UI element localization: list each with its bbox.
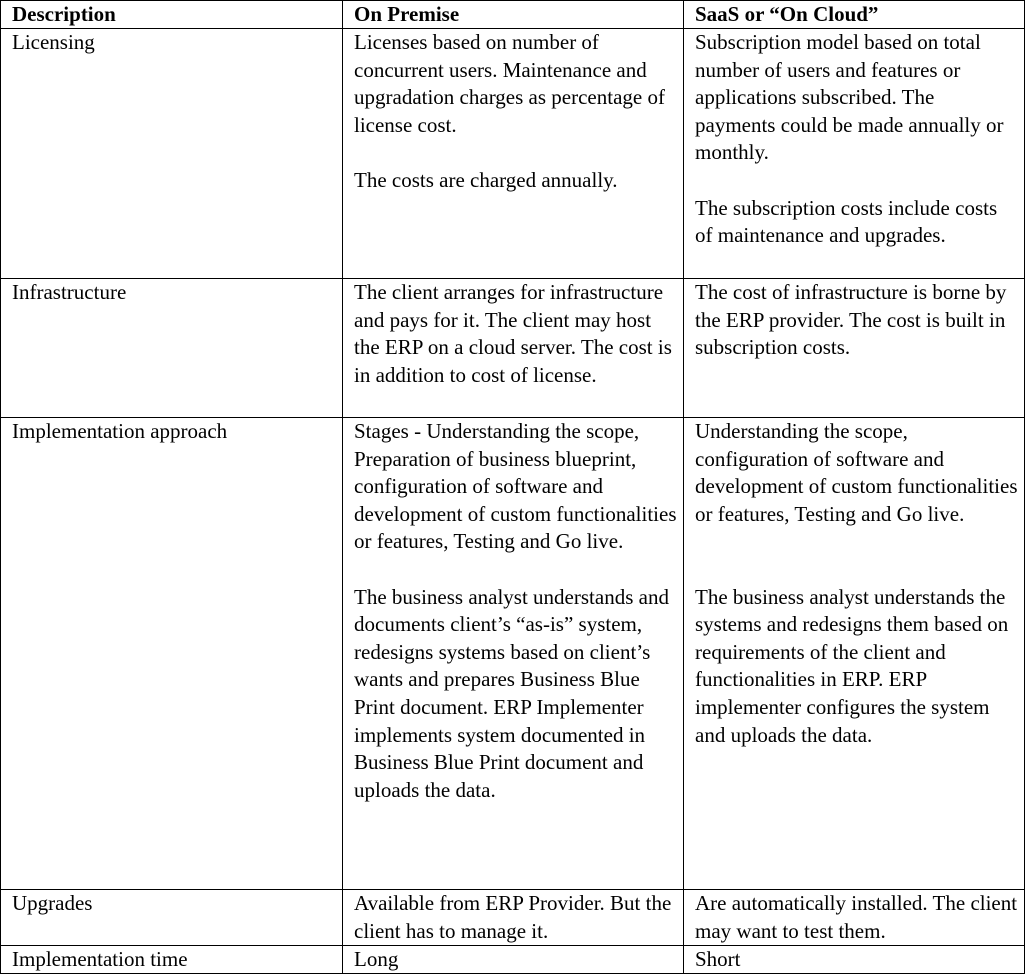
header-description: Description bbox=[1, 1, 343, 29]
cell-description-upgrades: Upgrades bbox=[1, 890, 343, 946]
cell-description-implementation-time: Implementation time bbox=[1, 946, 343, 974]
saas-implementation-text-2: The business analyst understands the systems and redesigns them based on requirements of the client and functionalities in ERP. ERP implementer configures the system and uploads the data. bbox=[695, 584, 1009, 747]
on-premise-licensing-text-2: The costs are charged annually. bbox=[354, 167, 618, 192]
cell-saas-implementation-approach bbox=[684, 418, 1025, 890]
cell-on-premise-upgrades bbox=[343, 890, 684, 946]
paragraph-gap bbox=[354, 556, 677, 584]
paragraph-gap bbox=[695, 556, 1018, 584]
on-premise-implementation-text-1: Stages - Understanding the scope, Preparation of business blueprint, configuration of software and development of custom functionalities or features, Testing and Go live. bbox=[354, 419, 677, 554]
header-saas: SaaS or “On Cloud” bbox=[684, 1, 1025, 29]
paragraph-gap bbox=[695, 528, 1018, 556]
on-premise-implementation-time-text: Long bbox=[354, 947, 399, 972]
table-row-infrastructure bbox=[1, 279, 1025, 418]
saas-licensing-text-2: The subscription costs include costs of maintenance and upgrades. bbox=[695, 195, 998, 248]
on-premise-infrastructure-text: The client arranges for infrastructure and pays for it. The client may host the ERP on a cloud server. The cost is in addition to cost of license. bbox=[354, 280, 672, 387]
table-row-upgrades bbox=[1, 890, 1025, 946]
cell-on-premise-licensing bbox=[343, 29, 684, 279]
paragraph-gap bbox=[354, 139, 677, 167]
paragraph-gap bbox=[695, 167, 1018, 195]
on-premise-implementation-text-2: The business analyst understands and documents client’s “as-is” system, redesigns systems based on client’s wants and prepares Business Blue Print document. ERP Implementer implements system documented in Business Blue Print document and uploads the data. bbox=[354, 584, 669, 802]
table-row-implementation-approach bbox=[1, 418, 1025, 890]
on-premise-licensing-text-1: Licenses based on number of concurrent users. Maintenance and upgradation charges as percentage of license cost. bbox=[354, 30, 665, 137]
saas-upgrades-text: Are automatically installed. The client may want to test them. bbox=[695, 891, 1018, 943]
saas-implementation-text-1: Understanding the scope, configuration of software and development of custom functionalities or features, Testing and Go live. bbox=[695, 419, 1018, 526]
saas-licensing-text-1: Subscription model based on total number of users and features or applications subscribed. The payments could be made annually or monthly. bbox=[695, 30, 1004, 165]
cell-description-implementation-approach: Implementation approach bbox=[1, 418, 343, 890]
saas-implementation-time-text: Short bbox=[695, 947, 741, 972]
cell-saas-implementation-time bbox=[684, 946, 1025, 974]
table-row-licensing bbox=[1, 29, 1025, 279]
header-row bbox=[1, 1, 1025, 29]
cell-saas-upgrades bbox=[684, 890, 1025, 946]
table-header bbox=[1, 1, 1025, 29]
cell-on-premise-infrastructure bbox=[343, 279, 684, 418]
header-on-premise: On Premise bbox=[343, 1, 684, 29]
cell-description-licensing: Licensing bbox=[1, 29, 343, 279]
on-premise-upgrades-text: Available from ERP Provider. But the client has to manage it. bbox=[354, 891, 672, 943]
cell-on-premise-implementation-time bbox=[343, 946, 684, 974]
saas-infrastructure-text: The cost of infrastructure is borne by the ERP provider. The cost is built in subscription costs. bbox=[695, 280, 1007, 360]
cell-saas-infrastructure bbox=[684, 279, 1025, 418]
table-row-implementation-time bbox=[1, 946, 1025, 974]
cell-saas-licensing bbox=[684, 29, 1025, 279]
cell-on-premise-implementation-approach bbox=[343, 418, 684, 890]
table-body bbox=[1, 29, 1025, 974]
cell-description-infrastructure: Infrastructure bbox=[1, 279, 343, 418]
